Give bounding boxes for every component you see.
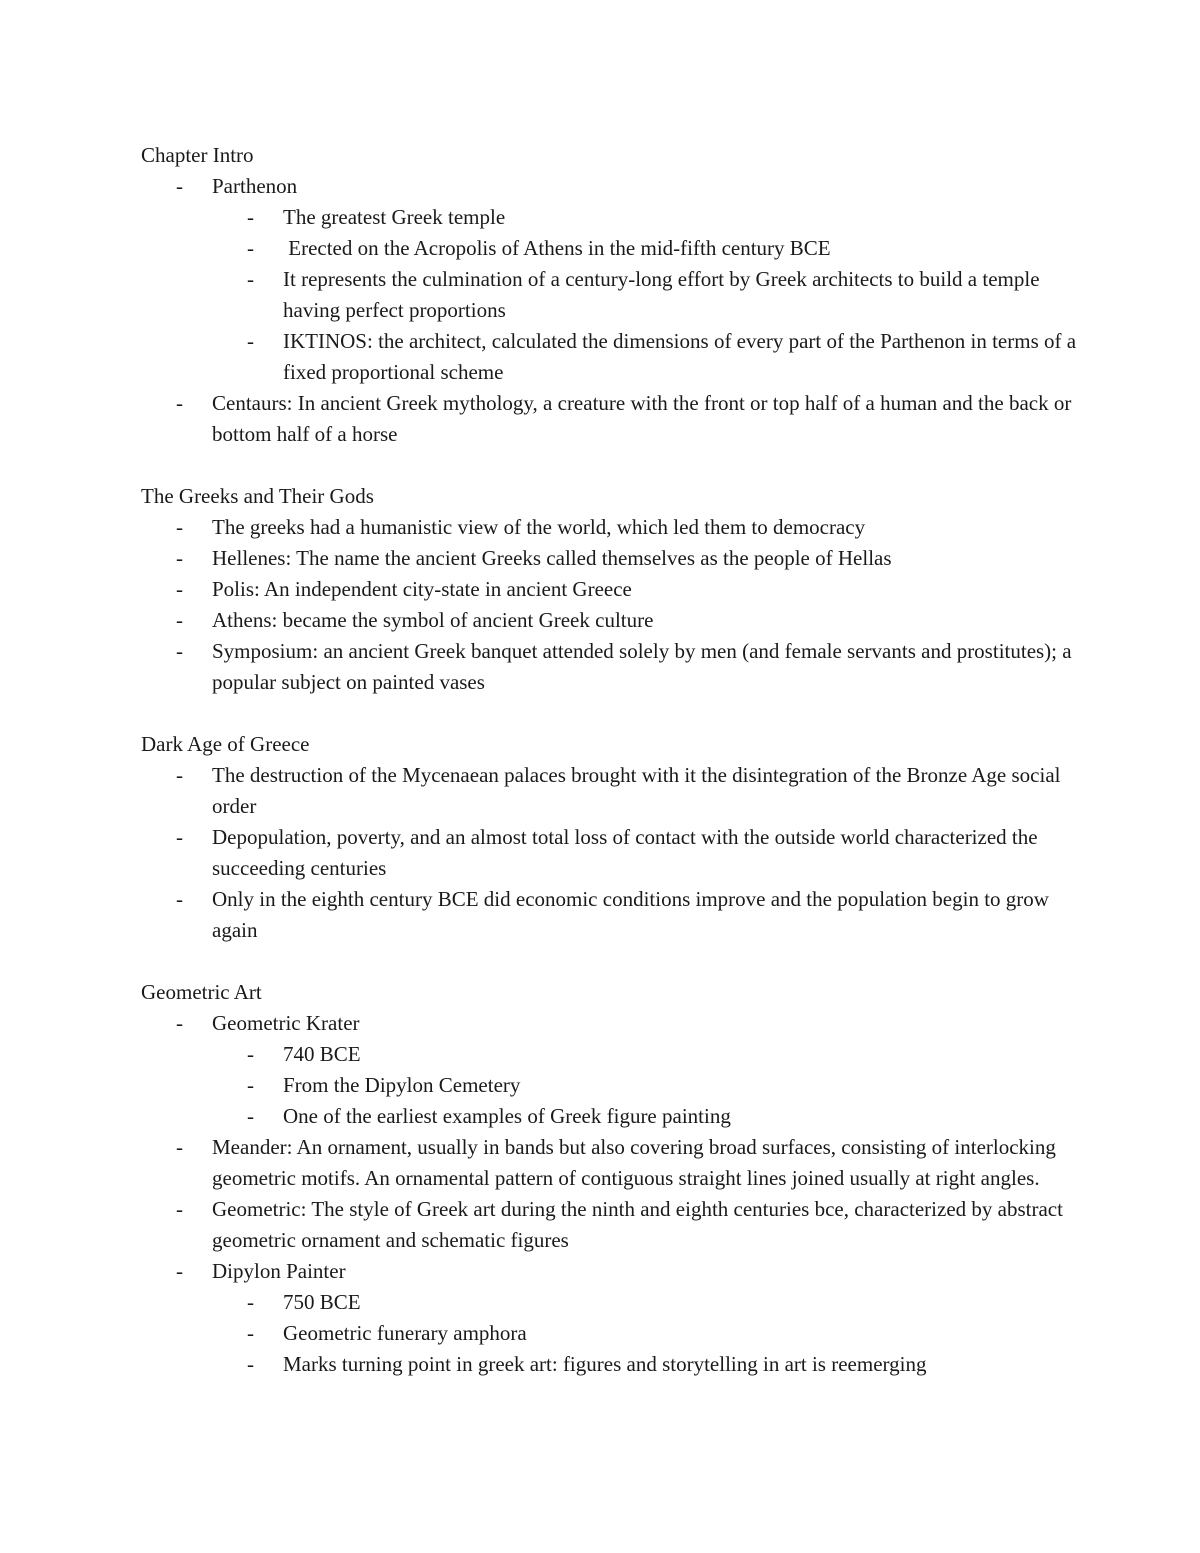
list-item-text: Only in the eighth century BCE did economic conditions improve and the population begin to grow again xyxy=(212,887,1049,942)
bullet-dash: - xyxy=(176,887,183,911)
bullet-dash: - xyxy=(247,236,254,260)
sub-list-item-text: It represents the culmination of a century-long effort by Greek architects to build a temple having perfect proportions xyxy=(283,267,1040,322)
document-body xyxy=(141,140,1081,1380)
sub-list-item xyxy=(212,1070,1081,1101)
bullet-dash: - xyxy=(176,577,183,601)
sub-bullet-list xyxy=(212,202,1081,388)
bullet-list xyxy=(141,171,1081,450)
list-item-text: Geometric Krater xyxy=(212,1011,360,1035)
sub-list-item-text: Geometric funerary amphora xyxy=(283,1321,527,1345)
list-item xyxy=(141,1008,1081,1132)
list-item xyxy=(141,605,1081,636)
bullet-list xyxy=(141,760,1081,946)
bullet-dash: - xyxy=(176,515,183,539)
bullet-dash: - xyxy=(176,1197,183,1221)
sub-list-item-text: 750 BCE xyxy=(283,1290,361,1314)
list-item-text: Hellenes: The name the ancient Greeks called themselves as the people of Hellas xyxy=(212,546,892,570)
sub-list-item-text: 740 BCE xyxy=(283,1042,361,1066)
bullet-list xyxy=(141,1008,1081,1380)
list-item xyxy=(141,884,1081,946)
bullet-dash: - xyxy=(247,1290,254,1314)
bullet-dash: - xyxy=(247,1073,254,1097)
bullet-dash: - xyxy=(176,763,183,787)
sub-list-item xyxy=(212,326,1081,388)
bullet-dash: - xyxy=(176,639,183,663)
sub-list-item-text: One of the earliest examples of Greek figure painting xyxy=(283,1104,731,1128)
section-geometric-art xyxy=(141,977,1081,1380)
list-item-text: Centaurs: In ancient Greek mythology, a creature with the front or top half of a human and the back or bottom half of a horse xyxy=(212,391,1072,446)
sub-list-item xyxy=(212,1318,1081,1349)
sub-list-item-text: Marks turning point in greek art: figures and storytelling in art is reemerging xyxy=(283,1352,927,1376)
bullet-dash: - xyxy=(247,329,254,353)
sub-list-item xyxy=(212,1101,1081,1132)
section-heading: Dark Age of Greece xyxy=(141,732,310,756)
list-item xyxy=(141,822,1081,884)
bullet-dash: - xyxy=(176,1011,183,1035)
bullet-dash: - xyxy=(176,1259,183,1283)
list-item xyxy=(141,1132,1081,1194)
sub-list-item-text: The greatest Greek temple xyxy=(283,205,506,229)
list-item xyxy=(141,636,1081,698)
list-item-text: The destruction of the Mycenaean palaces brought with it the disintegration of the Bronze Age social order xyxy=(212,763,1061,818)
bullet-dash: - xyxy=(247,205,254,229)
sub-list-item xyxy=(212,1039,1081,1070)
bullet-dash: - xyxy=(247,1352,254,1376)
list-item xyxy=(141,512,1081,543)
bullet-dash: - xyxy=(247,267,254,291)
sub-list-item-text: Erected on the Acropolis of Athens in the mid-fifth century BCE xyxy=(283,236,831,260)
list-item-text: The greeks had a humanistic view of the world, which led them to democracy xyxy=(212,515,866,539)
sub-list-item-text: From the Dipylon Cemetery xyxy=(283,1073,521,1097)
sub-list-item-text: IKTINOS: the architect, calculated the dimensions of every part of the Parthenon in terms of a fixed proportional scheme xyxy=(283,329,1077,384)
list-item xyxy=(141,388,1081,450)
section-heading: The Greeks and Their Gods xyxy=(141,484,374,508)
sub-list-item xyxy=(212,264,1081,326)
list-item-text: Polis: An independent city-state in ancient Greece xyxy=(212,577,632,601)
sub-list-item xyxy=(212,202,1081,233)
bullet-dash: - xyxy=(247,1104,254,1128)
bullet-dash: - xyxy=(176,608,183,632)
bullet-dash: - xyxy=(176,1135,183,1159)
bullet-dash: - xyxy=(247,1321,254,1345)
list-item xyxy=(141,1194,1081,1256)
sub-bullet-list xyxy=(212,1039,1081,1132)
list-item-text: Athens: became the symbol of ancient Greek culture xyxy=(212,608,654,632)
list-item-text: Meander: An ornament, usually in bands but also covering broad surfaces, consisting of interlocking geometric motifs. An ornamental pattern of contiguous straight lines joined usually at right angles. xyxy=(212,1135,1056,1190)
list-item-text: Dipylon Painter xyxy=(212,1259,346,1283)
list-item-text: Geometric: The style of Greek art during the ninth and eighth centuries bce, characterized by abstract geometric ornament and schematic figures xyxy=(212,1197,1063,1252)
section-dark-age-of-greece xyxy=(141,729,1081,946)
section-greeks-and-their-gods xyxy=(141,481,1081,698)
section-heading: Geometric Art xyxy=(141,980,262,1004)
list-item xyxy=(141,760,1081,822)
bullet-dash: - xyxy=(176,174,183,198)
sub-bullet-list xyxy=(212,1287,1081,1380)
bullet-dash: - xyxy=(247,1042,254,1066)
bullet-dash: - xyxy=(176,825,183,849)
list-item xyxy=(141,1256,1081,1380)
sub-list-item xyxy=(212,1287,1081,1318)
bullet-dash: - xyxy=(176,546,183,570)
list-item xyxy=(141,171,1081,388)
section-heading: Chapter Intro xyxy=(141,143,254,167)
list-item-text: Parthenon xyxy=(212,174,298,198)
sub-list-item xyxy=(212,233,1081,264)
list-item-text: Depopulation, poverty, and an almost total loss of contact with the outside world characterized the succeeding centuries xyxy=(212,825,1038,880)
list-item-text: Symposium: an ancient Greek banquet attended solely by men (and female servants and prostitutes); a popular subject on painted vases xyxy=(212,639,1072,694)
list-item xyxy=(141,543,1081,574)
list-item xyxy=(141,574,1081,605)
section-chapter-intro xyxy=(141,140,1081,450)
bullet-dash: - xyxy=(176,391,183,415)
bullet-list xyxy=(141,512,1081,698)
sub-list-item xyxy=(212,1349,1081,1380)
